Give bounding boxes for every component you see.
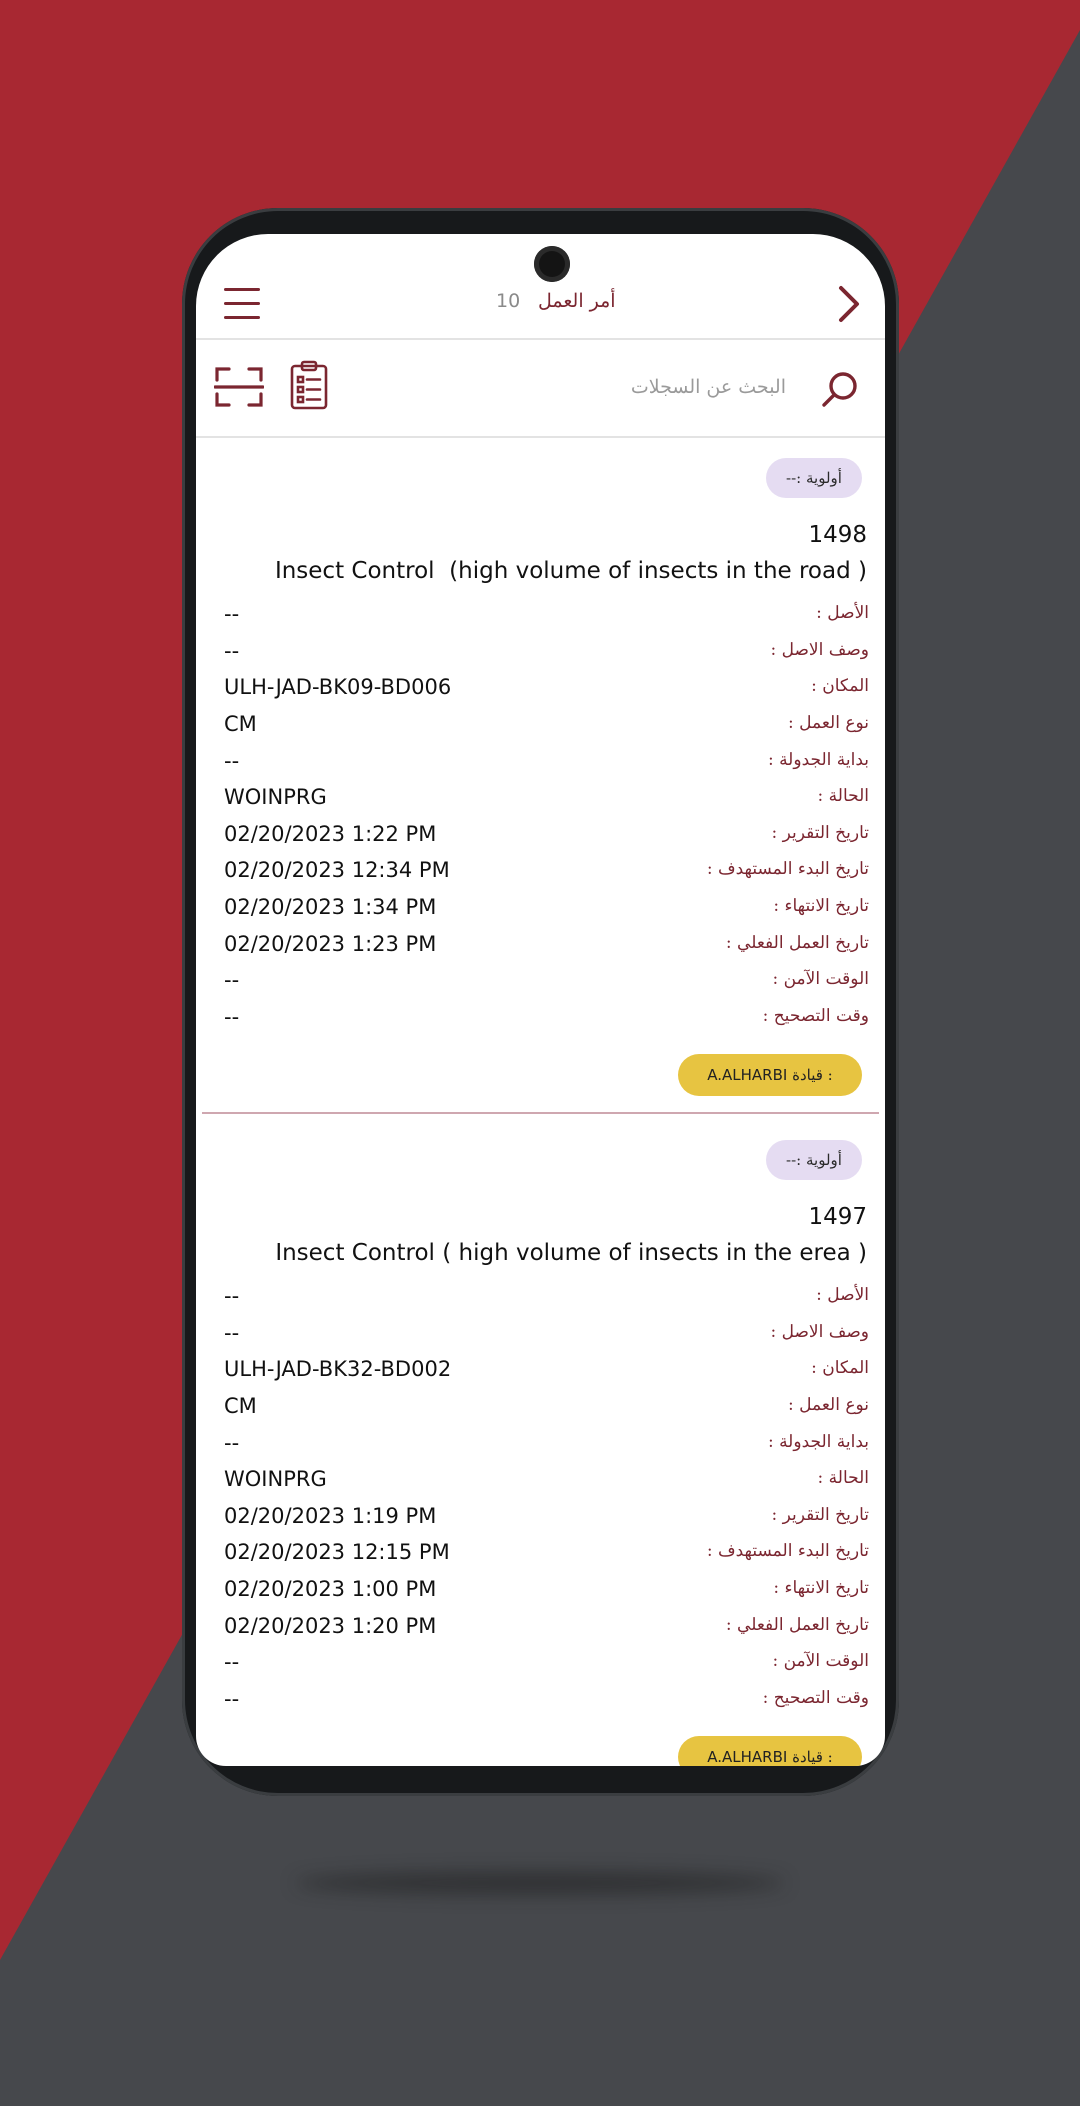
- field-row-target-start: [196, 1541, 885, 1571]
- field-value: --: [224, 1005, 240, 1029]
- field-label: وقت التصحيح :: [762, 1688, 869, 1708]
- field-row-correction-time: [196, 1006, 885, 1036]
- field-value: 02/20/2023 1:00 PM: [224, 1577, 437, 1601]
- scan-frame-icon[interactable]: [214, 366, 264, 408]
- field-row-work-type: [196, 713, 885, 743]
- field-row-asset: [196, 603, 885, 633]
- field-label: نوع العمل :: [788, 713, 869, 733]
- lead-value: A.ALHARBI: [707, 1748, 788, 1766]
- field-row-finish-date: [196, 1578, 885, 1608]
- field-row-report-date: [196, 1505, 885, 1535]
- field-label: وقت التصحيح :: [762, 1006, 869, 1026]
- page-title: أمر العمل: [538, 290, 616, 312]
- field-value: 02/20/2023 1:23 PM: [224, 932, 437, 956]
- priority-badge: أولوية :--: [766, 458, 862, 498]
- field-value: --: [224, 1431, 240, 1455]
- field-label: تاريخ العمل الفعلي :: [725, 933, 869, 953]
- field-row-target-start: [196, 859, 885, 889]
- field-label: نوع العمل :: [788, 1395, 869, 1415]
- field-label: وصف الاصل :: [770, 1322, 869, 1342]
- field-row-status: [196, 1468, 885, 1498]
- field-row-actual-work-date: [196, 933, 885, 963]
- field-row-safe-time: [196, 969, 885, 999]
- field-value: --: [224, 1321, 240, 1345]
- field-label: تاريخ العمل الفعلي :: [725, 1615, 869, 1635]
- field-row-asset-desc: [196, 1322, 885, 1352]
- app-screen: [196, 234, 885, 1766]
- field-label: تاريخ البدء المستهدف :: [706, 1541, 869, 1561]
- field-value: 02/20/2023 1:22 PM: [224, 822, 437, 846]
- field-row-location: [196, 676, 885, 706]
- field-row-safe-time: [196, 1651, 885, 1681]
- field-label: تاريخ الانتهاء :: [773, 1578, 869, 1598]
- work-order-number: 1497: [808, 1204, 867, 1230]
- search-icon[interactable]: [821, 370, 859, 408]
- field-label: وصف الاصل :: [770, 640, 869, 660]
- lead-label: قيادة :: [792, 1748, 833, 1766]
- menu-icon[interactable]: [224, 288, 260, 320]
- field-value: ULH-JAD-BK32-BD002: [224, 1357, 452, 1381]
- field-value: --: [224, 602, 240, 626]
- field-value: ULH-JAD-BK09-BD006: [224, 675, 452, 699]
- field-value: 02/20/2023 1:20 PM: [224, 1614, 437, 1638]
- field-value: --: [224, 639, 240, 663]
- work-order-number: 1498: [808, 522, 867, 548]
- field-label: الوقت الآمن :: [772, 1651, 869, 1671]
- lead-badge: [678, 1736, 862, 1766]
- field-label: الأصل :: [816, 1285, 869, 1305]
- clipboard-list-icon[interactable]: [290, 360, 328, 410]
- field-label: الحالة :: [817, 1468, 869, 1488]
- field-row-actual-work-date: [196, 1615, 885, 1645]
- work-order-count: 10: [496, 290, 521, 312]
- field-label: الحالة :: [817, 786, 869, 806]
- field-value: --: [224, 749, 240, 773]
- phone-shadow: [295, 1872, 785, 1894]
- field-row-asset: [196, 1285, 885, 1315]
- field-value: 02/20/2023 12:15 PM: [224, 1540, 450, 1564]
- field-label: الأصل :: [816, 603, 869, 623]
- work-order-description: Insect Control ( high volume of insects in the erea ): [275, 1240, 867, 1266]
- field-value: --: [224, 1650, 240, 1674]
- field-label: تاريخ التقرير :: [771, 823, 869, 843]
- field-row-finish-date: [196, 896, 885, 926]
- work-order-description: Insect Control (high volume of insects in the road ): [274, 558, 867, 584]
- search-input[interactable]: البحث عن السجلات: [630, 376, 786, 398]
- field-value: 02/20/2023 12:34 PM: [224, 858, 450, 882]
- field-value: CM: [224, 1394, 257, 1418]
- chevron-right-icon[interactable]: [836, 284, 862, 324]
- field-value: 02/20/2023 1:34 PM: [224, 895, 437, 919]
- field-row-report-date: [196, 823, 885, 853]
- lead-value: A.ALHARBI: [707, 1066, 788, 1084]
- field-label: بداية الجدولة :: [767, 1432, 869, 1452]
- search-toolbar: [196, 340, 885, 438]
- field-label: تاريخ البدء المستهدف :: [706, 859, 869, 879]
- field-row-work-type: [196, 1395, 885, 1425]
- field-value: --: [224, 968, 240, 992]
- field-label: تاريخ الانتهاء :: [773, 896, 869, 916]
- field-value: WOINPRG: [224, 785, 327, 809]
- app-bar: [196, 234, 885, 340]
- priority-badge: أولوية :--: [766, 1140, 862, 1180]
- field-row-schedule-start: [196, 750, 885, 780]
- field-label: بداية الجدولة :: [767, 750, 869, 770]
- field-label: تاريخ التقرير :: [771, 1505, 869, 1525]
- field-value: --: [224, 1284, 240, 1308]
- field-value: 02/20/2023 1:19 PM: [224, 1504, 437, 1528]
- field-row-location: [196, 1358, 885, 1388]
- field-label: المكان :: [811, 1358, 869, 1378]
- card-divider: [202, 1112, 879, 1114]
- field-value: --: [224, 1687, 240, 1711]
- field-label: المكان :: [811, 676, 869, 696]
- lead-label: قيادة :: [792, 1066, 833, 1084]
- lead-badge: [678, 1054, 862, 1096]
- field-value: WOINPRG: [224, 1467, 327, 1491]
- field-label: الوقت الآمن :: [772, 969, 869, 989]
- field-row-correction-time: [196, 1688, 885, 1718]
- field-row-asset-desc: [196, 640, 885, 670]
- field-value: CM: [224, 712, 257, 736]
- field-row-schedule-start: [196, 1432, 885, 1462]
- field-row-status: [196, 786, 885, 816]
